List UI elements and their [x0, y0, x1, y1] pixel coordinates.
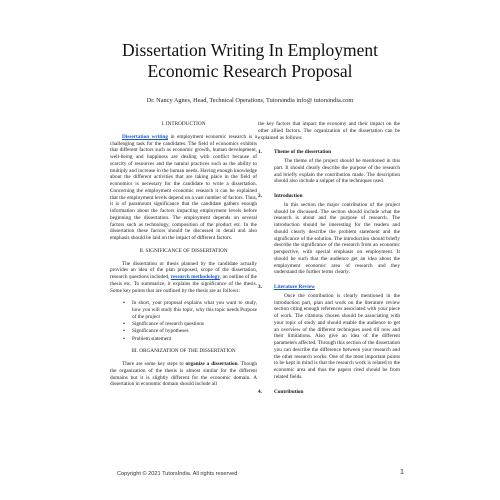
section-literature-review-heading [258, 284, 400, 291]
section-theme-body: The theme of the project should be mentioned in this part. It should clearly describe the purpose of the research and briefly explain the contribution made. The description should also include a snippet of the techniques used. [274, 158, 400, 185]
document-title [0, 40, 500, 82]
significance-text-after: , an outline of the thesis etc. To summarize, it explains the significance of the thesis. Some key points that are outlined by the thesis are as follows: [110, 274, 257, 294]
organization-continued-paragraph: the key factors that impact the economy and their impact on the other allied factors. The organization of the dissertation can be explained as follows: [258, 121, 400, 141]
significance-heading: II. SIGNIFICANCE OF DISSERTATION [139, 247, 228, 254]
section-number: 3. [258, 284, 262, 290]
section-number: 2. [258, 193, 262, 199]
organization-text-before: There are some key steps to [122, 361, 186, 367]
section-title: Theme of the dissertation [274, 149, 332, 156]
introduction-heading: I. INTRODUCTION [161, 121, 206, 127]
research-methodology-link[interactable]: research methodology [170, 274, 220, 280]
section-introduction-body: In this section the major contribution of the project should be discussed. The section should include what the research is about and the purpose of research. The introduction should be interesting for the readers and should clearly describe the problem statement and the significance of the solution. The introduction should briefly describe the significance of the research from an economic perspective, with special emphasis on employment. It should be such that the audience get an idea about the employment economic area of research and they understand the further terms clearly. [274, 201, 400, 276]
title-line-1: Dissertation Writing In Employment [121, 40, 379, 60]
section-title: Introduction [274, 193, 303, 199]
literature-review-link[interactable]: Literature Review [274, 284, 315, 290]
bullet-item: ▪ Problem statement [132, 336, 257, 343]
section-theme-heading [258, 149, 400, 156]
significance-bullet-list [110, 300, 257, 342]
section-introduction-heading [258, 193, 400, 200]
introduction-text: in employment economic research is a challenging task for the candidates. The field of economics exhibits that different factors such as economic growth, human development, well-being and happiness are dealing with conflict because of scarcity of resources and the natural practices such as the ability to multiply and increase in the human needs. Having enough knowledge about the different activities that are taking place in the field of economics is necessary for the candidate to write a dissertation. Concerning the employment economic research it can be explained that the employment levels depend on a vast number of factors. Thus, it is of paramount significance that the candidate gathers enough information about the factors impacting employment levels before beginning the dissertation. The employment depends on several factors such as technology, composition of the product etc. In the dissertation these factors should be discussed in detail and also emphasis should be laid on the impact of different factors. [110, 133, 257, 241]
significance-paragraph [110, 261, 257, 295]
copyright-footer: Copyright © 2021 TutorsIndia. All rights reserved [117, 471, 238, 477]
dissertation-writing-link[interactable]: Dissertation writing [122, 133, 168, 140]
organize-dissertation-bold: organize a dissertation [185, 361, 238, 367]
organization-heading: III. ORGANIZATION OF THE DISSERTATION [131, 348, 236, 355]
organization-paragraph [110, 361, 257, 388]
right-column [258, 121, 400, 397]
section-number: 4. [258, 388, 262, 395]
bullet-item: ▪ Significance of research questions [132, 321, 257, 328]
section-contribution-heading [258, 389, 400, 396]
left-column [110, 121, 257, 394]
introduction-paragraph [110, 134, 257, 242]
section-title: Contribution [274, 388, 304, 395]
section-number: 1. [258, 149, 262, 156]
significance-text-before: The dissertation or thesis planned by the candidate actually provides an idea of the plan proposed, scope of the dissertation, research questions included, [110, 260, 257, 280]
bullet-item: ▪ In short, your proposal explains what you want to study, how you will study this topic, why this topic needs Purpose of the project [132, 300, 257, 320]
section-literature-review-body: Once the contribution is clearly mentioned in the introduction part, plan and work on the literature review section citing enough references associated with your piece of work. The citations chosen should be associating with your topic of study and should enable the audience to get an overview of the different techniques used till now and their limitations. Also give an idea of the different parameters affected. Through this section of the dissertation you can describe the difference between your research and the other research works. One of the most important points to be kept in mind is that the research work is related to the economic area and thus the papers cited should be from related fields. [274, 292, 400, 380]
bullet-item: ▪ Significance of hypotheses [132, 328, 257, 335]
title-line-2: Economic Research Proposal [147, 61, 353, 81]
organization-text-after: . Though the organization of the thesis is almost similar for the different domains but it is slightly different for the economic domain. A dissertation in economic domain should include all [110, 361, 257, 388]
page-number: 1 [400, 467, 404, 476]
author-line: Dr. Nancy Agnes, Head, Technical Operations, Tutorsindia info@ tutorsindia.com [146, 97, 354, 104]
